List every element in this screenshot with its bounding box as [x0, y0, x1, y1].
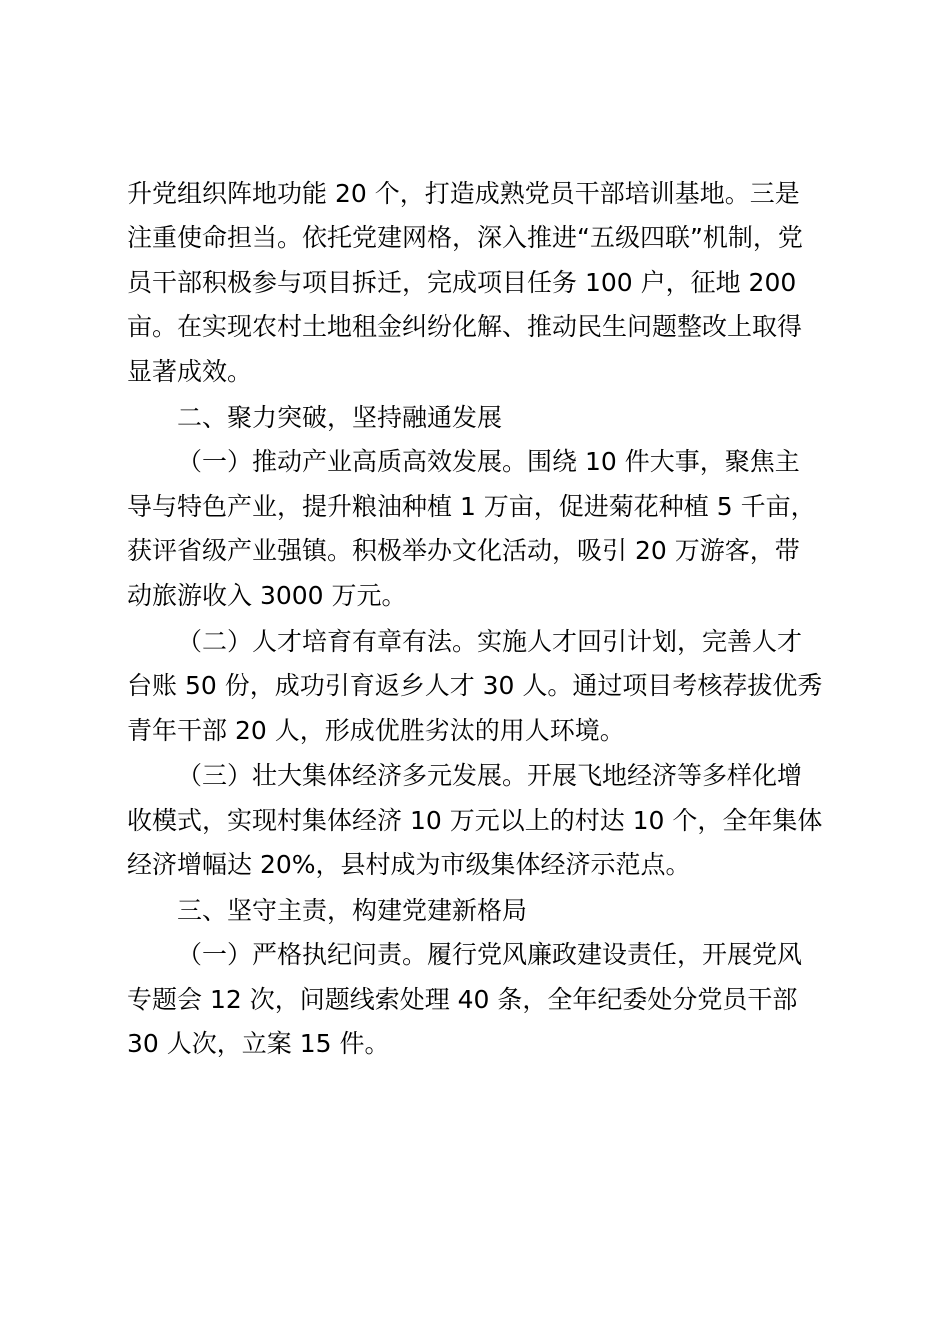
text-line: 获评省级产业强镇。积极举办文化活动，吸引 20 万游客，带: [127, 536, 800, 565]
text-line: 收模式，实现村集体经济 10 万元以上的村达 10 个，全年集体: [127, 806, 823, 835]
text-line: 经济增幅达 20%，县村成为市级集体经济示范点。: [127, 850, 691, 879]
text-line: 30 人次，立案 15 件。: [127, 1029, 390, 1058]
text-line: 亩。在实现农村土地租金纠纷化解、推动民生问题整改上取得: [127, 312, 803, 341]
text-line: 升党组织阵地功能 20 个，打造成熟党员干部培训基地。三是: [127, 179, 800, 208]
text-line: 青年干部 20 人，形成优胜劣汰的用人环境。: [127, 716, 625, 745]
text-line: （一）推动产业高质高效发展。围绕 10 件大事，聚焦主: [177, 447, 800, 476]
text-line: 台账 50 份，成功引育返乡人才 30 人。通过项目考核荐拔优秀: [127, 671, 823, 700]
text-line: 员干部积极参与项目拆迁，完成项目任务 100 户，征地 200: [127, 268, 797, 297]
text-line: 导与特色产业，提升粮油种植 1 万亩，促进菊花种植 5 千亩，: [127, 492, 816, 521]
text-line: 注重使命担当。依托党建网格，深入推进“五级四联”机制，党: [127, 223, 803, 252]
text-line: （二）人才培育有章有法。实施人才回引计划，完善人才: [177, 627, 803, 656]
text-line: （一）严格执纪问责。履行党风廉政建设责任，开展党风: [177, 940, 803, 969]
section-heading: 三、坚守主责，构建党建新格局: [177, 896, 528, 925]
section-heading: 二、聚力突破，坚持融通发展: [177, 403, 503, 432]
text-line: 动旅游收入 3000 万元。: [127, 581, 407, 610]
text-line: 显著成效。: [127, 357, 253, 386]
text-line: 专题会 12 次，问题线索处理 40 条，全年纪委处分党员干部: [127, 985, 798, 1014]
text-line: （三）壮大集体经济多元发展。开展飞地经济等多样化增: [177, 761, 803, 790]
